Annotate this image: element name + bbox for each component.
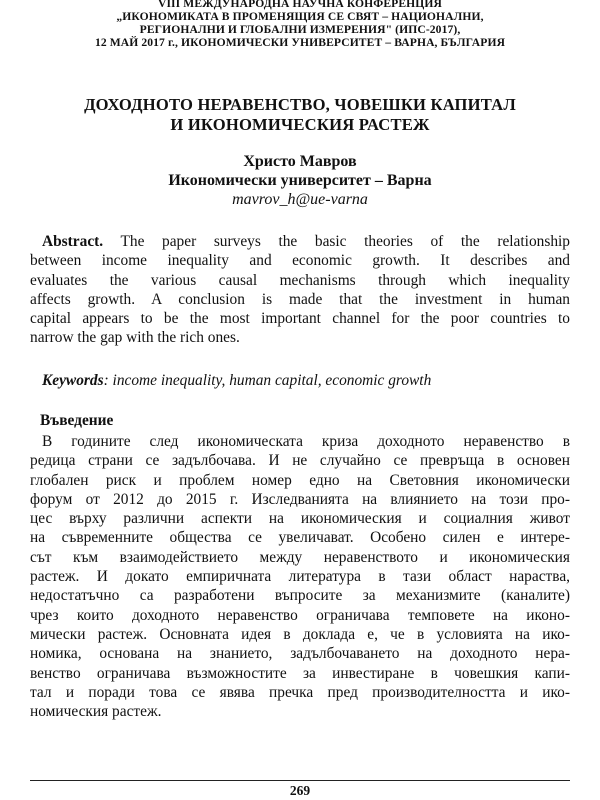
abstract-line: between income inequality and economic growth. It describes and: [30, 252, 570, 270]
conference-header: [10, 0, 590, 49]
abstract-line: capital appears to be the most important channel for the poor countries to: [30, 310, 570, 328]
abstract-text: The paper surveys the basic theories of the relationship: [103, 233, 570, 250]
author-email: mavrov_h@ue-varna: [232, 191, 368, 208]
page-number: 269: [289, 783, 311, 798]
intro-paragraph: [30, 432, 570, 721]
body-line: чрез които доходното неравенство ограничава темповете на иконо-: [30, 606, 570, 624]
body-line: редица страни се задълбочава. И не случайно се превръща в основен: [30, 452, 570, 470]
title-line: И ИКОНОМИЧЕСКИЯ РАСТЕЖ: [170, 115, 430, 134]
body-line: номика, основана на знанието, задълбочаването на доходното нера-: [30, 645, 570, 663]
title-line: ДОХОДНОТО НЕРАВЕНСТВО, ЧОВЕШКИ КАПИТАЛ: [84, 95, 516, 114]
header-line: VIII МЕЖДУНАРОДНА НАУЧНА КОНФЕРЕНЦИЯ: [157, 0, 443, 10]
keywords-label: Keywords: [42, 372, 104, 389]
header-line: 12 МАЙ 2017 г., ИКОНОМИЧЕСКИ УНИВЕРСИТЕТ – ВАРНА, БЪЛГАРИЯ: [94, 36, 506, 49]
body-line: цес върху различни аспекти на икономическия и социалния живот: [30, 510, 570, 528]
body-line: глобален риск и проблем номер едно на Световния икономически: [30, 471, 570, 489]
body-line: сът към взаимодействието между неравенството и икономическия: [30, 548, 570, 566]
abstract: [30, 232, 570, 348]
header-line: РЕГИОНАЛНИ И ГЛОБАЛНИ ИЗМЕРЕНИЯ" (ИПС-2017),: [139, 23, 461, 36]
body-line: венство ограничава възможностите за инвестиране в човешкия капи-: [30, 664, 570, 682]
abstract-line: [30, 232, 570, 251]
abstract-line: evaluates the various causal mechanisms through which inequality: [30, 271, 570, 289]
body-line: номическия растеж.: [30, 703, 162, 721]
abstract-line: affects growth. A conclusion is made that the investment in human: [30, 290, 570, 308]
paper-title: [20, 95, 580, 135]
keywords-text: : income inequality, human capital, economic growth: [103, 372, 432, 389]
footer-divider: [30, 780, 570, 781]
body-line: на съвременните общества се увеличават. Особено силен е интере-: [30, 529, 570, 547]
section-heading: Въведение: [40, 412, 114, 429]
author-affiliation: Икономически университет – Варна: [168, 172, 432, 189]
header-line: „ИКОНОМИКАТА В ПРОМЕНЯЩИЯ СЕ СВЯТ – НАЦИОНАЛНИ,: [116, 10, 484, 23]
abstract-label: Abstract.: [42, 233, 104, 250]
body-line: форум от 2012 до 2015 г. Изследванията на влиянието на този про-: [30, 490, 570, 508]
body-line: недостатъчно са разработени въпросите за механизмите (каналите): [30, 587, 570, 605]
body-line: В годините след икономическата криза доходното неравенство в: [42, 433, 570, 450]
author-name: Христо Мавров: [243, 153, 357, 170]
body-line: мически растеж. Основната идея в доклада е, че в условията на ико-: [30, 625, 570, 643]
author-block: [20, 152, 580, 209]
body-line: тал и поради това се явява пречка пред производителността и ико-: [30, 683, 570, 701]
abstract-line: narrow the gap with the rich ones.: [30, 329, 240, 347]
keywords: [30, 371, 582, 390]
body-line: растеж. И докато емпиричната литература в тази област нараства,: [30, 568, 570, 586]
